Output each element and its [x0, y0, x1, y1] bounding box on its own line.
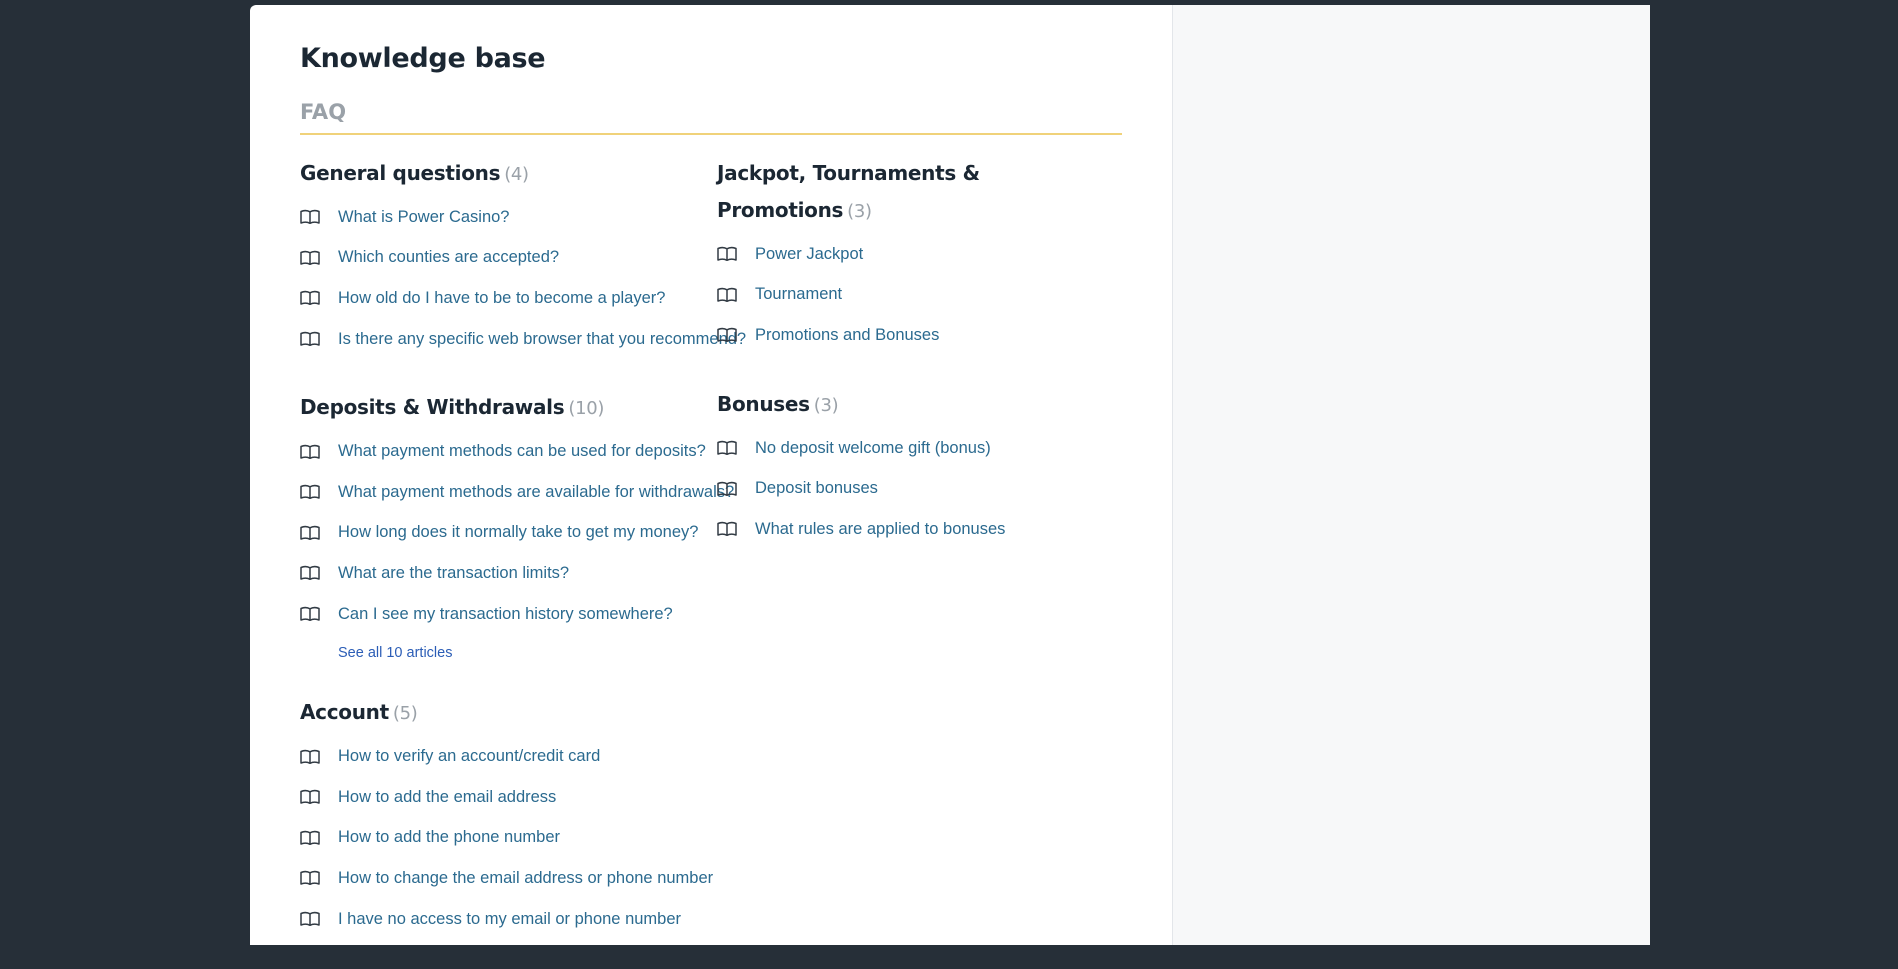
article-list	[300, 431, 735, 634]
article-item[interactable]	[717, 234, 1097, 275]
article-link[interactable]: Which counties are accepted?	[338, 248, 560, 267]
page-title: Knowledge base	[300, 43, 546, 74]
article-item[interactable]	[300, 777, 680, 818]
category-count: (4)	[504, 164, 529, 185]
article-link[interactable]: Tournament	[755, 285, 843, 304]
category-title[interactable]: Bonuses	[717, 391, 810, 416]
article-link[interactable]: Promotions and Bonuses	[755, 325, 940, 344]
category-column-left	[300, 155, 747, 969]
book-open-icon	[300, 444, 320, 460]
category-title[interactable]: General questions	[300, 161, 501, 185]
article-link[interactable]: How old do I have to be to become a player?	[338, 288, 666, 307]
category-account	[300, 694, 714, 939]
category-heading	[717, 155, 1097, 230]
book-open-icon	[300, 830, 320, 846]
article-item[interactable]	[300, 736, 680, 777]
category-heading	[300, 694, 680, 732]
article-link[interactable]: How to add the phone number	[338, 828, 560, 847]
book-open-icon	[717, 327, 737, 343]
category-general	[300, 155, 747, 359]
article-item[interactable]	[300, 431, 706, 472]
book-open-icon	[717, 246, 737, 262]
book-open-icon	[717, 521, 737, 537]
article-item[interactable]	[717, 468, 1097, 509]
article-item[interactable]	[300, 238, 680, 279]
section-title-faq: FAQ	[300, 97, 1122, 135]
category-count: (5)	[392, 703, 418, 725]
article-link[interactable]: No deposit welcome gift (bonus)	[755, 438, 991, 457]
article-item[interactable]	[300, 472, 735, 513]
article-item[interactable]	[300, 278, 680, 319]
article-item[interactable]	[300, 197, 680, 238]
article-link[interactable]: What payment methods are available for withdrawals?	[338, 482, 735, 501]
category-heading	[300, 389, 680, 427]
book-open-icon	[300, 606, 320, 622]
category-title[interactable]: Account	[300, 700, 389, 725]
article-link[interactable]: What is Power Casino?	[338, 207, 510, 226]
category-column-right	[717, 155, 1097, 580]
article-item[interactable]	[717, 428, 1097, 469]
article-list	[717, 234, 1097, 356]
book-open-icon	[300, 484, 320, 500]
category-count: (10)	[568, 398, 605, 420]
book-open-icon	[300, 789, 320, 805]
category-count: (3)	[813, 394, 839, 416]
article-item[interactable]	[300, 818, 680, 859]
article-item[interactable]	[300, 858, 714, 899]
book-open-icon	[300, 209, 320, 225]
article-link[interactable]: What are the transaction limits?	[338, 563, 570, 582]
article-item[interactable]	[717, 509, 1097, 550]
book-open-icon	[300, 870, 320, 886]
main-content	[250, 5, 1172, 945]
article-link[interactable]: Is there any specific web browser that you recommend?	[338, 329, 747, 348]
book-open-icon	[300, 749, 320, 765]
book-open-icon	[300, 911, 320, 927]
article-link[interactable]: I have no access to my email or phone number	[338, 909, 682, 928]
category-jackpot	[717, 155, 1097, 356]
article-link[interactable]: What rules are applied to bonuses	[755, 519, 1006, 538]
category-count: (3)	[847, 201, 872, 222]
article-item[interactable]	[300, 553, 680, 594]
sidebar-panel	[1172, 5, 1650, 945]
article-link[interactable]: How long does it normally take to get my money?	[338, 523, 699, 542]
book-open-icon	[717, 287, 737, 303]
category-title[interactable]: Deposits & Withdrawals	[300, 395, 565, 420]
article-link[interactable]: Power Jackpot	[755, 244, 864, 263]
article-item[interactable]	[300, 594, 680, 635]
article-item[interactable]	[300, 319, 747, 360]
category-title[interactable]: Jackpot, Tournaments & Promotions	[717, 161, 980, 222]
book-open-icon	[300, 565, 320, 581]
article-link[interactable]: How to add the email address	[338, 787, 557, 806]
category-heading	[717, 386, 1097, 424]
article-link[interactable]: How to change the email address or phone number	[338, 868, 714, 887]
book-open-icon	[300, 290, 320, 306]
article-list	[300, 736, 714, 939]
see-all-articles-link[interactable]: See all 10 articles	[338, 645, 453, 662]
book-open-icon	[300, 525, 320, 541]
article-list	[717, 428, 1097, 550]
book-open-icon	[300, 331, 320, 347]
article-link[interactable]: How to verify an account/credit card	[338, 747, 601, 766]
category-bonuses	[717, 386, 1097, 550]
article-item[interactable]	[717, 275, 1097, 316]
article-item[interactable]	[300, 513, 699, 554]
category-heading	[300, 155, 680, 193]
article-item[interactable]	[717, 315, 1097, 356]
article-link[interactable]: Deposit bonuses	[755, 479, 878, 498]
article-link[interactable]: What payment methods can be used for deposits?	[338, 442, 706, 461]
book-open-icon	[717, 481, 737, 497]
book-open-icon	[300, 250, 320, 266]
knowledge-base-card	[250, 5, 1650, 945]
category-deposits	[300, 389, 735, 664]
article-link[interactable]: Can I see my transaction history somewhere?	[338, 604, 673, 623]
article-item[interactable]	[300, 899, 680, 940]
article-list	[300, 197, 747, 359]
book-open-icon	[717, 440, 737, 456]
